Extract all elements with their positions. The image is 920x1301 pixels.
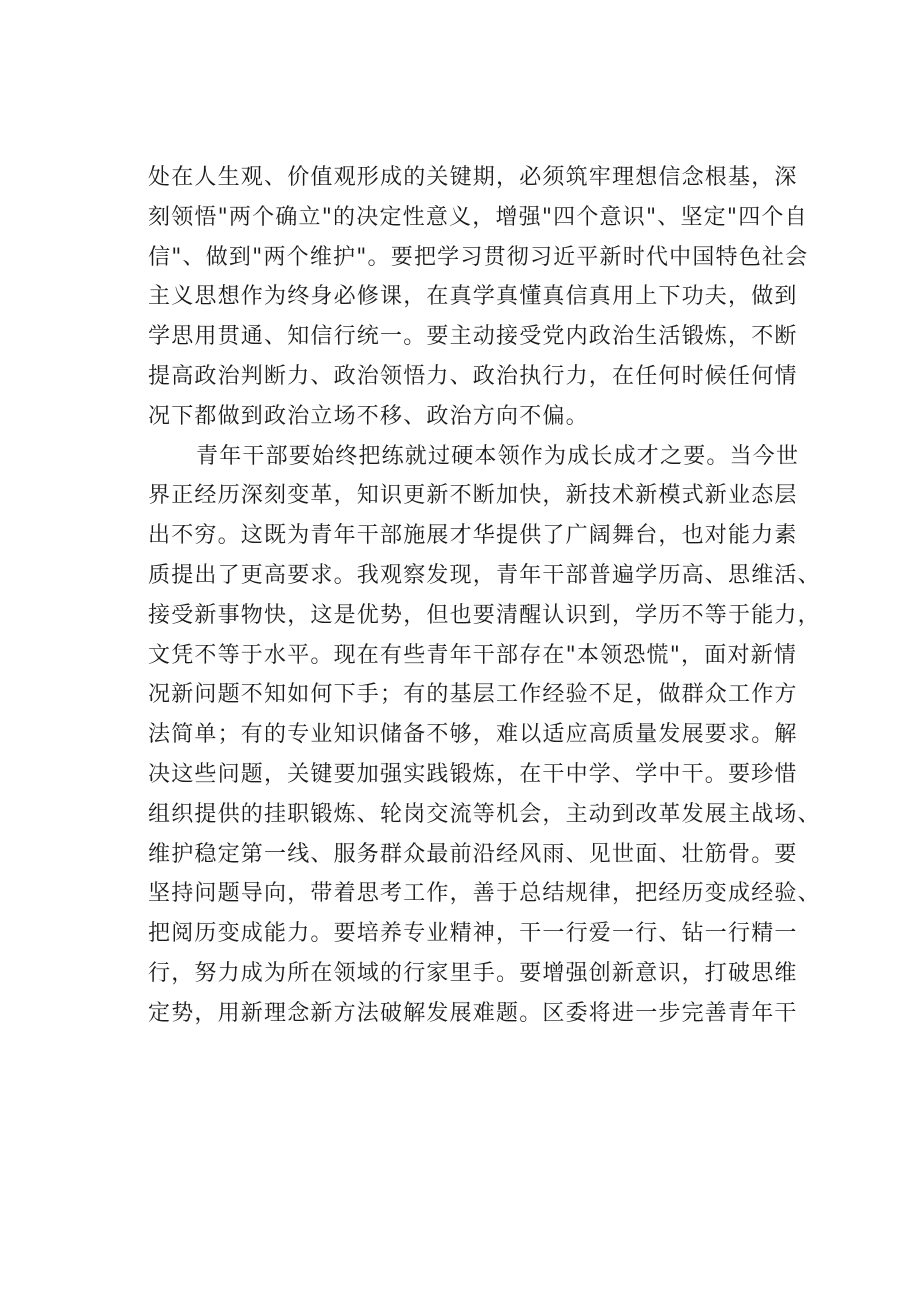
- text-line: 信"、做到"两个维护"。要把学习贯彻习近平新时代中国特色社会: [148, 244, 809, 270]
- text-line: 接受新事物快，这是优势，但也要清醒认识到，学历不等于能力，: [148, 602, 821, 628]
- text-line: 行，努力成为所在领域的行家里手。要增强创新意识，打破思维: [148, 960, 798, 986]
- text-line: 主义思想作为终身必修课，在真学真懂真信真用上下功夫，做到: [148, 284, 798, 310]
- text-line: 刻领悟"两个确立"的决定性意义，增强"四个意识"、坚定"四个自: [148, 204, 808, 230]
- text-line: 质提出了更高要求。我观察发现，青年干部普遍学历高、思维活、: [148, 562, 821, 588]
- text-line: 组织提供的挂职锻炼、轮岗交流等机会，主动到改革发展主战场、: [148, 801, 821, 827]
- text-line: 况下都做到政治立场不移、政治方向不偏。: [148, 403, 589, 429]
- text-line: 定势，用新理念新方法破解发展难题。区委将进一步完善青年干: [148, 1000, 798, 1026]
- text-line: 坚持问题导向，带着思考工作，善于总结规律，把经历变成经验、: [148, 881, 821, 907]
- text-line: 法简单；有的专业知识储备不够，难以适应高质量发展要求。解: [148, 722, 798, 748]
- text-line: 决这些问题，关键要加强实践锻炼，在干中学、学中干。要珍惜: [148, 761, 798, 787]
- text-line: 处在人生观、价值观形成的关键期，必须筑牢理想信念根基，深: [148, 165, 798, 190]
- text-line: 维护稳定第一线、服务群众最前沿经风雨、见世面、壮筋骨。要: [148, 841, 798, 867]
- text-line: 出不穷。这既为青年干部施展才华提供了广阔舞台，也对能力素: [148, 523, 798, 549]
- paragraph-1: [148, 158, 808, 437]
- text-line: 青年干部要始终把练就过硬本领作为成长成才之要。当今世: [196, 443, 800, 469]
- text-line: 文凭不等于水平。现在有些青年干部存在"本领恐慌"，面对新情: [148, 642, 798, 668]
- text-line: 提高政治判断力、政治领悟力、政治执行力，在任何时候任何情: [148, 363, 798, 389]
- text-line: 界正经历深刻变革，知识更新不断加快，新技术新模式新业态层: [148, 483, 798, 509]
- document-body: [148, 158, 821, 1034]
- text-line: 把阅历变成能力。要培养专业精神，干一行爱一行、钻一行精一: [148, 921, 798, 947]
- paragraph-2: [148, 437, 821, 1034]
- text-line: 学思用贯通、知信行统一。要主动接受党内政治生活锻炼，不断: [148, 324, 798, 350]
- text-line: 况新问题不知如何下手；有的基层工作经验不足，做群众工作方: [148, 682, 798, 708]
